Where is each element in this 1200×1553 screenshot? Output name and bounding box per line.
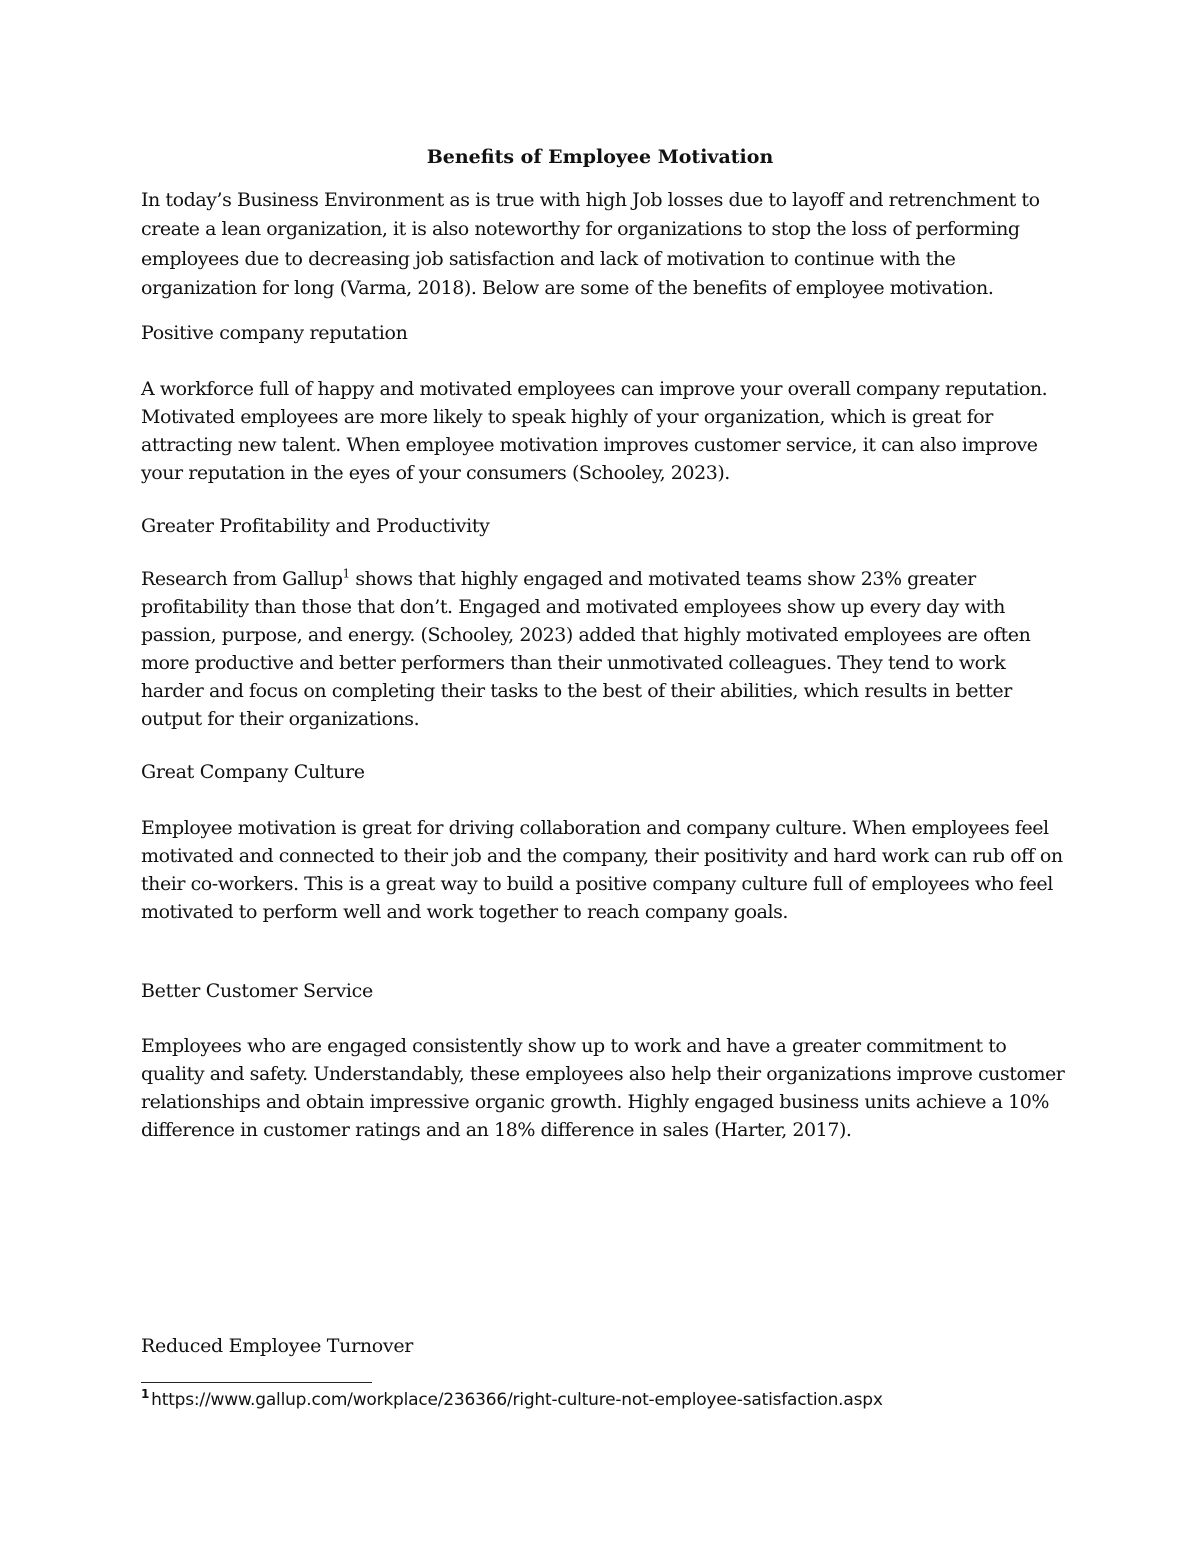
intro-paragraph: In today’s Business Environment as is true with high Job losses due to layoff and retrenchment to create a lean organization, it is also noteworthy for organizations to stop the loss of performing employees due to decreasing job satisfaction and lack of motivation to continue with the organization for long (Varma, 2018). Below are some of the benefits of employee motivation. [141, 189, 1040, 299]
footnote-link[interactable]: https://www.gallup.com/workplace/236366/right-culture-not-employee-satisfaction.aspx [151, 1390, 883, 1410]
section-body-profitability [141, 565, 1071, 733]
footnote [141, 1388, 1141, 1412]
footnote-number: 1 [141, 1387, 150, 1402]
body-text-before-ref: Research from Gallup [141, 568, 343, 590]
section-heading-profitability: Greater Profitability and Productivity [141, 515, 490, 537]
footnote-reference[interactable]: 1 [342, 566, 350, 581]
section-body-culture: Employee motivation is great for driving collaboration and company culture. When employees feel motivated and connected to their job and the company, their positivity and hard work can rub off on their co-workers. This is a great way to build a positive company culture full of employees who feel motivated to perform well and work together to reach company goals. [141, 817, 1063, 923]
document-title: Benefits of Employee Motivation [426, 146, 774, 168]
body-text-after-ref: shows that highly engaged and motivated teams show 23% greater profitability than those that don’t. Engaged and motivated employees show up every day with passion, purpose, and energy. (Schooley, 2023) added that highly motivated employees are often more productive and better performers than their unmotivated colleagues. They tend to work harder and focus on completing their tasks to the best of their abilities, which results in better output for their organizations. [141, 568, 1031, 730]
section-heading-turnover: Reduced Employee Turnover [141, 1335, 414, 1357]
footnote-separator [141, 1382, 372, 1383]
section-body-reputation: A workforce full of happy and motivated employees can improve your overall company reputation. Motivated employees are more likely to speak highly of your organization, which is great for attracting new talent. When employee motivation improves customer service, it can also improve your reputation in the eyes of your consumers (Schooley, 2023). [141, 378, 1048, 484]
section-heading-reputation: Positive company reputation [141, 322, 408, 344]
section-body-customer-service: Employees who are engaged consistently show up to work and have a greater commitment to quality and safety. Understandably, these employees also help their organizations improve customer relationships and obtain impressive organic growth. Highly engaged business units achieve a 10% difference in customer ratings and an 18% difference in sales (Harter, 2017). [141, 1035, 1065, 1141]
section-heading-culture: Great Company Culture [141, 761, 365, 783]
section-heading-customer-service: Better Customer Service [141, 980, 373, 1002]
